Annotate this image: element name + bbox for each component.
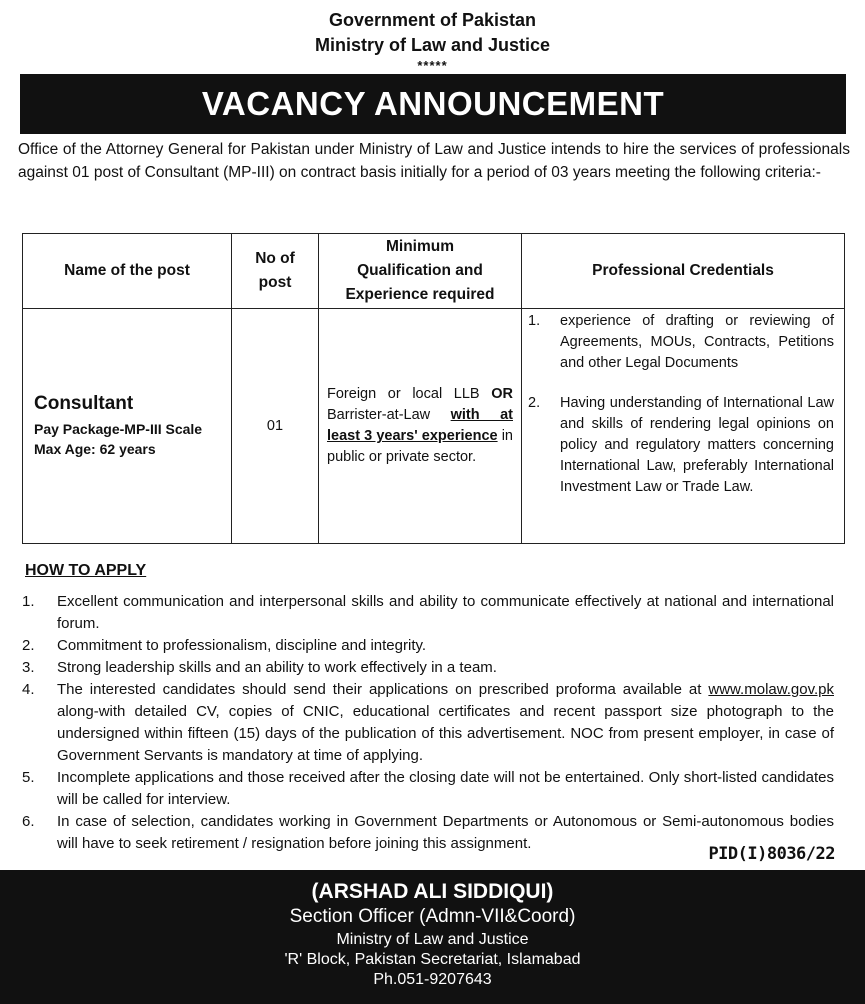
step-text: Strong leadership skills and an ability to work effectively in a team. [57, 659, 497, 676]
step-number: 3. [22, 659, 35, 676]
header-qualification [319, 234, 522, 309]
step-number: 2. [22, 637, 35, 654]
step-text [57, 679, 834, 767]
vacancy-banner: VACANCY ANNOUNCEMENT [20, 74, 846, 134]
header-post-count-text: No of post [255, 250, 295, 291]
criteria-table [22, 233, 845, 544]
list-item [22, 767, 834, 811]
list-item [22, 657, 834, 679]
list-item [22, 635, 834, 657]
how-to-apply-heading: HOW TO APPLY [25, 562, 147, 579]
officer-designation: Section Officer (Admn-VII&Coord) [289, 906, 576, 927]
ministry-title: Ministry of Law and Justice [314, 35, 551, 55]
list-item [22, 591, 834, 635]
step-text-b: along-with detailed CV, copies of CNIC, educational certificates and recent passport size photograph to the undersigned within fifteen (15) days of the publication of this advertisement. NOC from present employer, in case of Government Servants is mandatory at time of applying. [57, 703, 834, 764]
table-header-row [23, 234, 845, 309]
qual-experience: with at least 3 years' experience [327, 407, 513, 444]
pay-package: Pay Package-MP-III Scale [34, 421, 203, 437]
qual-text-1: Foreign or local LLB [327, 386, 492, 402]
stars-divider: ***** [417, 58, 448, 73]
credential-text: experience of drafting or reviewing of Agreements, MOUs, Contracts, Petitions and other Legal Documents [560, 313, 834, 371]
table-row [23, 309, 845, 544]
step-text: Commitment to professionalism, discipline and integrity. [57, 637, 427, 654]
header-post-name: Name of the post [23, 234, 232, 309]
footer-phone: Ph.051-9207643 [373, 971, 492, 988]
credential-number: 2. [528, 395, 541, 411]
credentials-cell [522, 309, 845, 544]
molaw-website-link[interactable]: www.molaw.gov.pk [708, 681, 834, 698]
pid-number: PID(I)8036/22 [708, 844, 835, 864]
step-number: 4. [22, 681, 35, 698]
qual-text-2: Barrister-at-Law [327, 407, 451, 423]
qualification-cell [319, 309, 522, 544]
step-text: In case of selection, candidates working in Government Departments or Autonomous or Semi-autonomous bodies will have to seek retirement / resignation before joining this assignment. [57, 813, 834, 852]
step-number: 5. [22, 769, 35, 786]
list-item [528, 393, 834, 498]
officer-name: (ARSHAD ALI SIDDIQUI) [311, 880, 554, 903]
credential-number: 1. [528, 313, 541, 329]
step-text: Excellent communication and interpersonal skills and ability to communicate effectively at national and international forum. [57, 593, 834, 632]
header-credentials: Professional Credentials [522, 234, 845, 309]
post-count: 01 [232, 309, 319, 544]
footer-address: 'R' Block, Pakistan Secretariat, Islamabad [284, 951, 581, 968]
post-cell [23, 309, 232, 544]
footer-ministry: Ministry of Law and Justice [336, 931, 529, 948]
signature-footer [0, 870, 865, 1004]
header-post-count [232, 234, 319, 309]
step-number: 1. [22, 593, 35, 610]
list-item [22, 679, 834, 767]
post-name: Consultant [34, 393, 134, 414]
step-text-a: The interested candidates should send their applications on prescribed proforma available at [57, 681, 709, 698]
header-qualification-text: Minimum Qualification and Experience required [345, 238, 495, 303]
credential-text: Having understanding of International Law and skills of rendering legal opinions on policy and regulatory matters concerning International Law, preferably International Investment Law or Trade Law. [560, 395, 834, 495]
step-text: Incomplete applications and those received after the closing date will not be entertained. Only short-listed candidates will be called for interview. [57, 769, 834, 808]
government-title: Government of Pakistan [328, 10, 537, 30]
qual-or: OR [491, 386, 513, 402]
qual-text-3: in public or private sector. [327, 428, 513, 465]
list-item [528, 311, 834, 374]
apply-steps-list [22, 591, 834, 855]
step-number: 6. [22, 813, 35, 830]
max-age: Max Age: 62 years [34, 441, 156, 457]
intro-paragraph: Office of the Attorney General for Pakistan under Ministry of Law and Justice intends to hire the services of professionals against 01 post of Consultant (MP-III) on contract basis initially for a period of 03 years meeting the following criteria:- [18, 141, 850, 181]
